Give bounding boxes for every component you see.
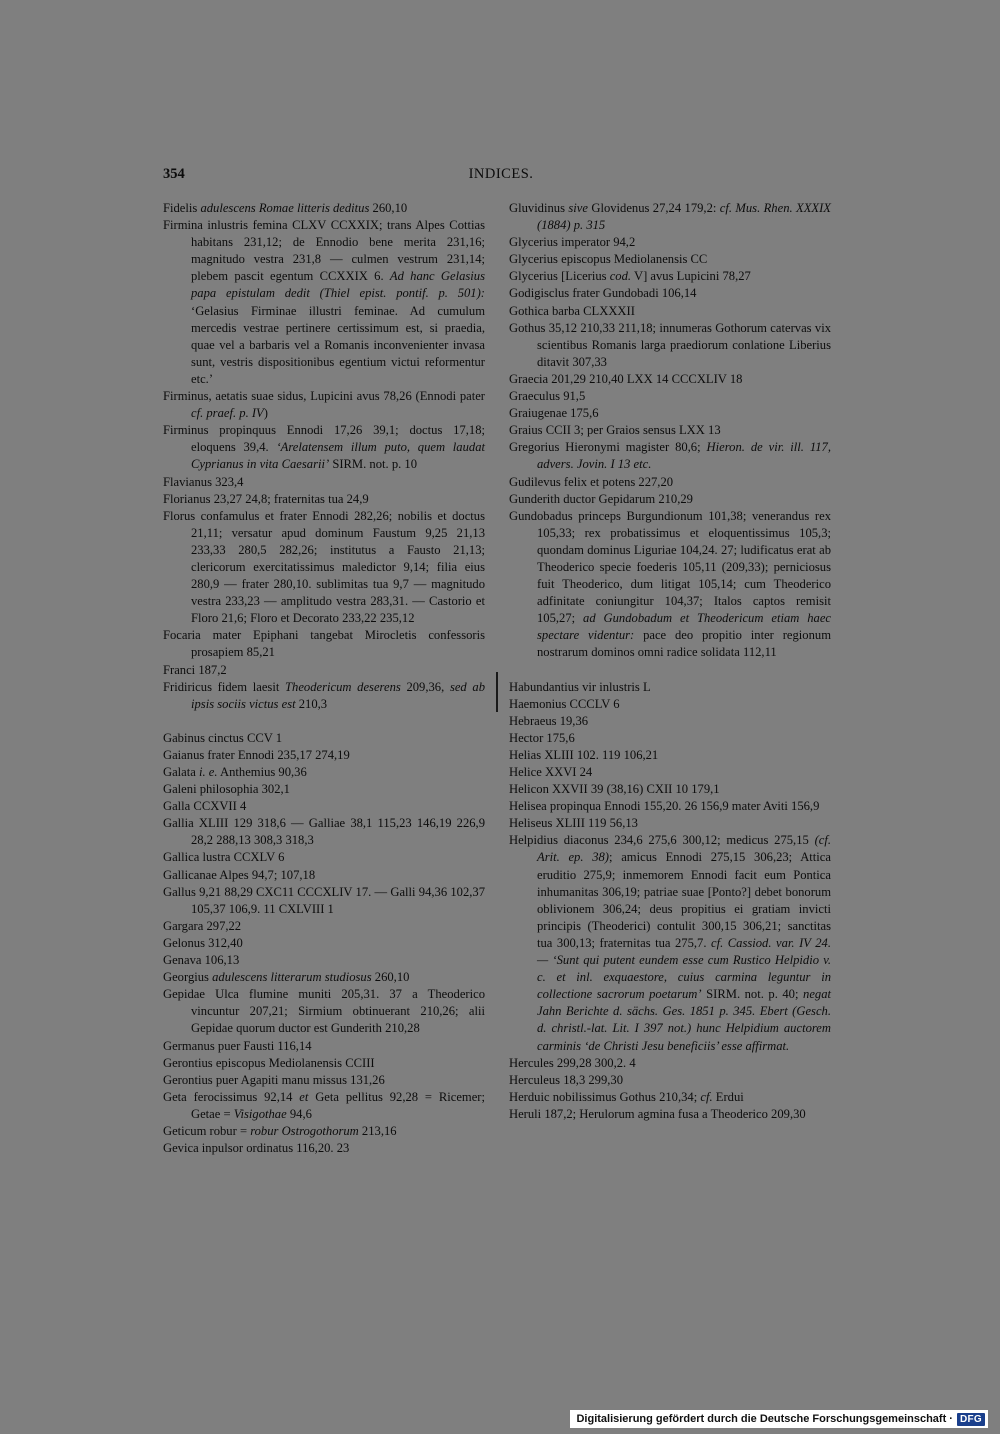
index-entry: Gudilevus felix et potens 227,20 [509,474,674,489]
index-entry: Hebraeus 19,36 [509,713,589,728]
index-entry: Heliseus XLIII 119 56,13 [509,816,638,831]
index-entry: Graecia 201,29 210,40 LXX 14 CCCXLIV 18 [509,371,743,386]
index-column-left [163,200,485,1157]
index-entry: Helias XLIII 102. 119 106,21 [509,747,659,762]
index-entry: Galla CCXVII 4 [163,799,247,814]
index-entry: Gluvidinus sive Glovidenus 27,24 179,2: cf. Mus. Rhen. XXXIX (1884) p. 315 [509,201,831,233]
index-entry: Firminus propinquus Ennodi 17,26 39,1; doctus 17,18; eloquens 39,4. ‘Arelatensem illum puto, quem laudat Cyprianus in vita Caesarii’ SIRM. not. p. 10 [163,423,485,472]
index-entry: Gallus 9,21 88,29 CXC11 CCCXLIV 17. — Galli 94,36 102,37 105,37 106,9. 11 CXLVIII 1 [163,884,485,916]
index-entry: Galeni philosophia 302,1 [163,782,290,797]
index-entry: Haemonius CCCLV 6 [509,696,620,711]
index-entry: Fidelis adulescens Romae litteris deditus 260,10 [163,201,408,215]
index-entry: Gallia XLIII 129 318,6 — Galliae 38,1 115,23 146,19 226,9 28,2 288,13 308,3 318,3 [163,816,485,848]
index-entry: Franci 187,2 [163,662,227,677]
index-column-right [509,200,831,1123]
index-entry: Graeculus 91,5 [509,389,586,404]
dfg-logo: DFG [957,1413,985,1426]
index-entry: Galata i. e. Anthemius 90,36 [163,765,307,779]
index-entry: Geticum robur = robur Ostrogothorum 213,16 [163,1123,397,1138]
index-entry: Gaianus frater Ennodi 235,17 274,19 [163,747,350,762]
index-entry: Gerontius puer Agapiti manu missus 131,26 [163,1072,385,1087]
index-entry: Godigisclus frater Gundobadi 106,14 [509,286,697,301]
index-entry: Gunderith ductor Gepidarum 210,29 [509,491,693,506]
page-number: 354 [163,166,185,182]
index-entry: Gelonus 312,40 [163,935,243,950]
index-entry: Heruli 187,2; Herulorum agmina fusa a Theoderico 209,30 [509,1106,806,1121]
index-entry: Helicon XXVII 39 (38,16) CXII 10 179,1 [509,782,720,797]
index-entry: Gerontius episcopus Mediolanensis CCIII [163,1055,375,1070]
index-entry: Gregorius Hieronymi magister 80,6; Hieron. de vir. ill. 117, advers. Jovin. I 13 etc. [509,440,831,472]
page-header [163,166,839,186]
index-entry: Gepidae Ulca flumine muniti 205,31. 37 a Theoderico vincuntur 207,21; Sirmium obtinuerant 210,26; alii Gepidae quorum ductor est Gunderith 210,28 [163,987,485,1036]
index-entry: Hector 175,6 [509,730,575,745]
margin-mark [496,672,498,712]
index-entry: Flavianus 323,4 [163,474,244,489]
index-entry: Graius CCII 3; per Graios sensus LXX 13 [509,423,721,438]
index-entry: Glycerius imperator 94,2 [509,235,636,250]
footer-text: Digitalisierung gefördert durch die Deutsche Forschungsgemeinschaft · [576,1413,953,1425]
footer-credit [570,1410,988,1428]
index-entry: Hercules 299,28 300,2. 4 [509,1055,636,1070]
index-entry: Fridiricus fidem laesit Theodericum deserens 209,36, sed ab ipsis sociis victus est 210,3 [163,679,486,711]
index-entry: Gothica barba CLXXXII [509,303,635,318]
index-entry: Gundobadus princeps Burgundionum 101,38; venerandus rex 105,33; rex probatissimus et eloquentissimus 105,3; quondam dominus Liguriae 104,24. 27; ludificatus erat ab Theoderico specie foederis 105,11 (209,33); perniciosus fuit Theoderico, dum litigat 105,14; cum Theoderico adfinitate coniungitur 104,37; Italos captos remisit 105,27; ad Gundobadum et Theodericum etiam haec spectare videntur: pace deo propitio inter regionum nostrarum dominos omni radice solidata 112,11 [509,508,832,660]
index-entry: Firminus, aetatis suae sidus, Lupicini avus 78,26 (Ennodi pater cf. praef. p. IV) [163,389,485,421]
index-entry: Herculeus 18,3 299,30 [509,1072,624,1087]
index-entry: Herduic nobilissimus Gothus 210,34; cf. Erdui [509,1089,744,1104]
index-entry: Helpidius diaconus 234,6 275,6 300,12; medicus 275,15 (cf. Arit. ep. 38); amicus Ennodi 275,15 306,23; Attica eruditio 275,9; inmemorem Ennodi facit eum Pontica inhumanitas 306,19; patriae suae [Ponto?] debet bonorum oblivionem 306,24; deus propitius ei gratiam invicti principis (Theoderici) contulit 300,15 306,21; sanctitas tua 300,13; fraternitas tua 275,7. cf. Cassiod. var. IV 24. — ‘Sunt qui putent eundem esse cum Rustico Helpidio v. c. et inl. exquaestore, cuius carmina leguntur in collectione sacrorum poetarum’ SIRM. not. p. 40; negat Jahn Berichte d. sächs. Ges. 1851 p. 345. Ebert (Gesch. d. christl.-lat. Lit. I 397 not.) hunc Helpidium auctorem carminis ‘de Christi Jesu beneficiis’ esse affirmat. [509,833,832,1053]
index-entry: Gothus 35,12 210,33 211,18; innumeras Gothorum catervas vix scientibus Romanis larga praediorum conlatione Liberius ditavit 307,33 [509,320,831,369]
index-entry: Genava 106,13 [163,953,240,968]
index-entry: Germanus puer Fausti 116,14 [163,1038,312,1053]
index-entry: Glycerius [Licerius cod. V] avus Lupicini 78,27 [509,269,751,284]
index-entry: Gevica inpulsor ordinatus 116,20. 23 [163,1141,350,1156]
index-entry: Focaria mater Epiphani tangebat Mirocletis confessoris prosapiem 85,21 [163,628,485,660]
index-entry: Helice XXVI 24 [509,765,593,779]
index-entry: Georgius adulescens litterarum studiosus 260,10 [163,970,410,985]
index-entry: Gabinus cinctus CCV 1 [163,730,283,745]
index-entry: Habundantius vir inlustris L [509,679,651,694]
index-entry: Graiugenae 175,6 [509,406,599,421]
index-entry: Florus confamulus et frater Ennodi 282,26; nobilis et doctus 21,11; versatur apud dominum Faustum 9,25 21,13 233,33 280,5 282,26; institutus a Fausto 21,13; clericorum exercitatissimus maledictor 9,14; filia eius 280,9 — frater 280,10. sublimitas tua 9,7 — magnitudo vestra 233,23 — amplitudo vestra 283,31. — Castorio et Floro 21,6; Floro et Decorato 233,22 235,12 [163,508,485,626]
index-entry: Gallicanae Alpes 94,7; 107,18 [163,867,316,882]
index-entry: Gargara 297,22 [163,918,242,933]
index-entry: Gallica lustra CCXLV 6 [163,850,285,865]
index-entry: Florianus 23,27 24,8; fraternitas tua 24,9 [163,491,369,506]
index-entry: Firmina inlustris femina CLXV CCXXIX; trans Alpes Cottias habitans 231,12; de Ennodio bene merita 231,16; magnitudo vestra 231,8 — culmen vestrum 231,14; plebem pascit egentum CCXXIX 6. Ad hanc Gelasius papa epistulam dedit (Thiel epist. pontif. p. 501): ‘Gelasius Firminae illustri feminae. Ad cumulum mercedis vestrae pertinere certissimum est, si praedia, quae vel a barbaris vel a Romanis inconvenienter invasa sunt, vestris dispositionibus egentium victui reformentur etc.’ [163,218,485,386]
page-title: INDICES. [468,166,534,182]
index-entry: Geta ferocissimus 92,14 et Geta pellitus 92,28 = Ricemer; Getae = Visigothae 94,6 [163,1089,485,1121]
index-entry: Glycerius episcopus Mediolanensis CC [509,252,708,267]
index-entry: Helisea propinqua Ennodi 155,20. 26 156,9 mater Aviti 156,9 [509,799,820,814]
